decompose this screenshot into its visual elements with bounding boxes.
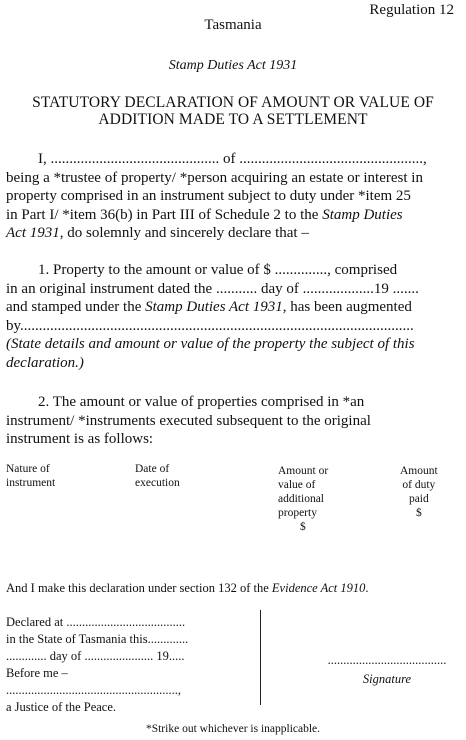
date-line: ............. day of ...................... 19..... bbox=[6, 649, 185, 663]
table-column-amount: Amount or value of additional property $ bbox=[278, 465, 329, 533]
declared-block bbox=[6, 614, 188, 716]
state-line: in the State of Tasmania this............. bbox=[6, 632, 189, 646]
title-line-1: STATUTORY DECLARATION OF AMOUNT OR VALUE OF bbox=[32, 94, 434, 111]
p2-line-2: instrument/ *instruments executed subsequent to the original bbox=[6, 412, 371, 429]
table-column-nature: Nature of instrument bbox=[6, 463, 56, 489]
intro-line-4: in Part I/ *item 36(b) in Part III of Schedule 2 to the Stamp Duties bbox=[6, 206, 403, 223]
act-name: Stamp Duties Act 1931 bbox=[168, 58, 298, 73]
document-title bbox=[0, 94, 466, 128]
vertical-divider bbox=[260, 610, 261, 705]
justice-signature-line: ......................................................., bbox=[6, 683, 181, 697]
intro-line-5: Act 1931, do solemnly and sincerely declare that – bbox=[6, 225, 309, 241]
p2-line-1: 2. The amount or value of properties comprised in *an bbox=[38, 394, 365, 410]
regulation-number: Regulation 12 bbox=[369, 2, 454, 18]
intro-line-1: I, ............................................. of ................................................., bbox=[38, 151, 427, 167]
p1-line-2: in an original instrument dated the ........... day of ...................19 ....... bbox=[6, 280, 419, 297]
p1-line-5: (State details and amount or value of the property the subject of this bbox=[6, 336, 415, 352]
intro-line-2: being a *trustee of property/ *person acquiring an estate or interest in bbox=[6, 169, 423, 186]
signature-label: Signature bbox=[362, 672, 412, 686]
state-name: Tasmania bbox=[204, 17, 262, 33]
p1-line-1: 1. Property to the amount or value of $ .............., comprised bbox=[38, 262, 398, 278]
intro-line-3: property comprised in an instrument subject to duty under *item 25 bbox=[6, 188, 411, 204]
declaration-statement: And I make this declaration under section 132 of the Evidence Act 1910. bbox=[6, 581, 369, 595]
before-me-line: Before me – bbox=[6, 666, 68, 680]
paragraph-2 bbox=[6, 393, 452, 449]
intro-paragraph bbox=[6, 150, 452, 243]
title-line-2: ADDITION MADE TO A SETTLEMENT bbox=[98, 111, 368, 128]
p1-line-6: declaration.) bbox=[6, 354, 84, 371]
signature-line: ...................................... bbox=[327, 653, 447, 667]
footnote: *Strike out whichever is inapplicable. bbox=[145, 723, 321, 735]
declared-at-line: Declared at ...................................... bbox=[6, 615, 186, 629]
p1-line-3: and stamped under the Stamp Duties Act 1931, has been augmented bbox=[6, 299, 412, 315]
p2-line-3: instrument is as follows: bbox=[6, 431, 154, 447]
p1-line-4: by......................................................................................................... bbox=[6, 317, 414, 334]
justice-label: a Justice of the Peace. bbox=[6, 700, 117, 714]
paragraph-1 bbox=[6, 261, 452, 372]
table-column-date: Date of execution bbox=[135, 463, 180, 489]
table-column-duty: Amount of duty paid $ bbox=[400, 465, 438, 519]
signature-block bbox=[322, 652, 452, 688]
